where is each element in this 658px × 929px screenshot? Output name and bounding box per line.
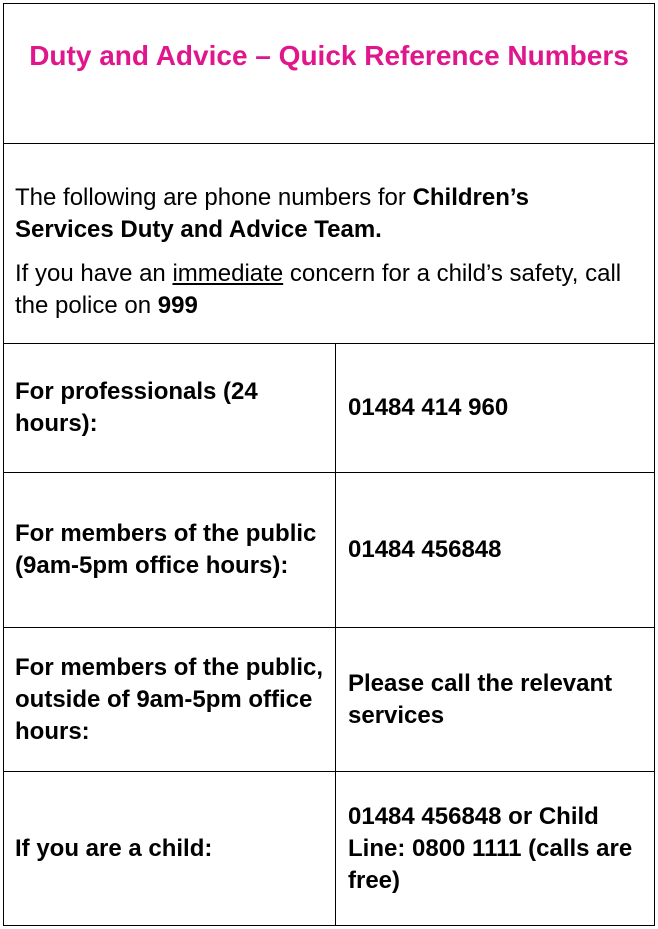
row-label-text: If you are a child: — [15, 835, 213, 862]
intro-team-name: Children’s Services Duty and Advice Team. — [15, 184, 530, 243]
intro-paragraph-emergency — [15, 258, 634, 322]
phone-number-text: 01484 456848 or Child Line: 0800 1111 (calls are free) — [348, 803, 633, 894]
intro-section — [4, 144, 654, 344]
phone-number — [336, 344, 654, 472]
intro-emergency-underlined: immediate — [172, 260, 284, 287]
table-row-public-out-of-hours — [4, 628, 654, 772]
row-label-text: For professionals (24 hours): — [15, 378, 258, 437]
intro-emergency-prefix: If you have an — [15, 260, 173, 287]
page-title: Duty and Advice – Quick Reference Numbers — [29, 40, 629, 71]
intro-team-prefix: The following are phone numbers for — [15, 184, 413, 211]
intro-paragraph-team — [15, 182, 634, 246]
table-row-public-office-hours — [4, 473, 654, 628]
row-label-text: For members of the public (9am-5pm office hours): — [15, 520, 317, 579]
intro-emergency-middle: concern for a child’s safety, call the police on — [15, 260, 622, 319]
row-label — [4, 344, 336, 472]
intro-text — [15, 182, 634, 322]
contact-instruction — [336, 628, 654, 771]
reference-table — [3, 3, 655, 926]
table-row-child — [4, 772, 654, 926]
row-label — [4, 628, 336, 771]
table-row-professionals — [4, 344, 654, 473]
row-label — [4, 772, 336, 926]
row-label-text: For members of the public, outside of 9am-5pm office hours: — [15, 653, 324, 745]
phone-number-text: 01484 456848 — [348, 536, 502, 563]
title-section — [4, 4, 654, 144]
phone-number — [336, 772, 654, 926]
contact-instruction-text: Please call the relevant services — [348, 669, 613, 729]
phone-number — [336, 473, 654, 627]
row-label — [4, 473, 336, 627]
phone-number-text: 01484 414 960 — [348, 394, 509, 421]
police-number: 999 — [157, 292, 198, 319]
